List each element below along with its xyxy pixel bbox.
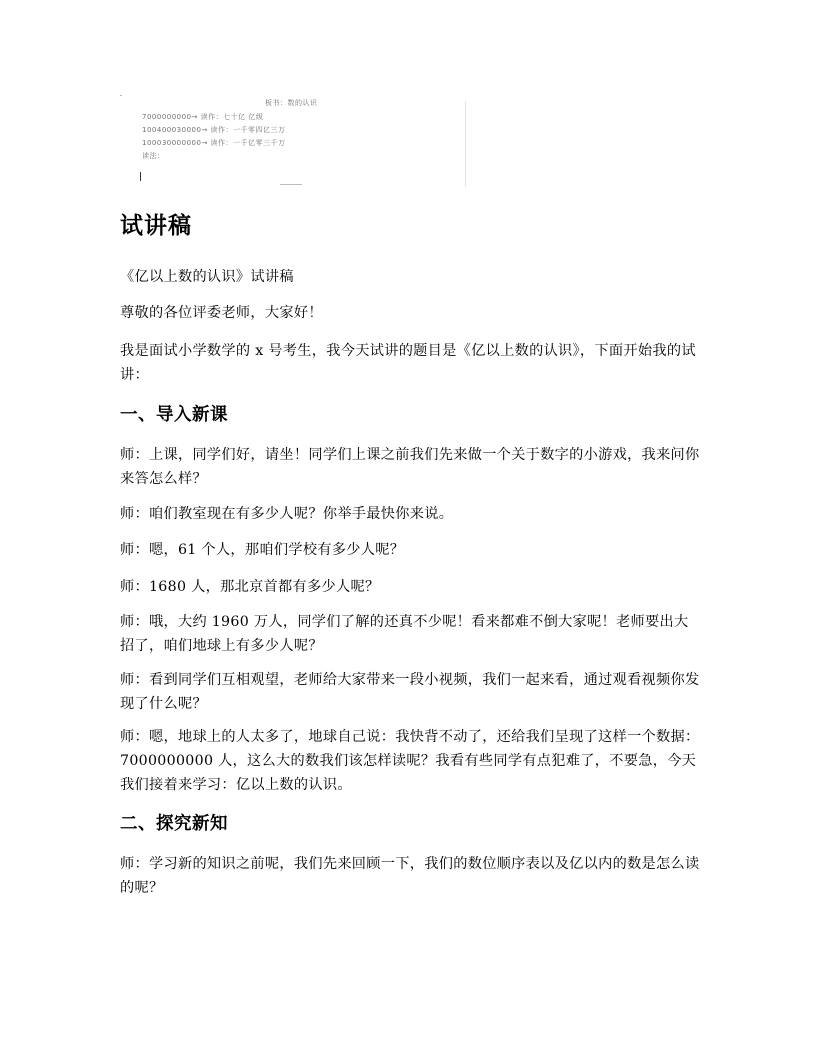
image-mark (120, 95, 122, 96)
text-cursor (140, 172, 141, 181)
paragraph: 师：咱们教室现在有多少人呢？你举手最快你来说。 (120, 506, 454, 522)
document-title: 试讲稿 (120, 213, 192, 239)
paragraph: 师：学习新的知识之前呢，我们先来回顾一下，我们的数位顺序表以及亿以内的数是怎么读的呢？ (120, 856, 700, 896)
board-line: 100400030000→ 读作：一千零四亿三万 (142, 126, 286, 134)
board-line: 读法： (142, 152, 165, 160)
section-heading-2: 二、探究新知 (120, 814, 228, 834)
paragraph: 师：哦，大约 1960 万人，同学们了解的还真不少呢！看来都难不倒大家呢！老师要出大招了，咱们地球上有多少人呢？ (120, 614, 689, 654)
blackboard-image (120, 95, 470, 190)
paragraph: 师：嗯，61 个人，那咱们学校有多少人呢？ (120, 542, 405, 558)
section-heading-1: 一、导入新课 (120, 405, 228, 425)
paragraph: 师：1680 人，那北京首都有多少人呢？ (120, 579, 380, 595)
subtitle: 《亿以上数的认识》试讲稿 (120, 269, 294, 285)
image-mark (280, 184, 302, 185)
paragraph: 师：嗯，地球上的人太多了，地球自己说：我快背不动了，还给我们呈现了这样一个数据：7000000000 人，这么大的数我们该怎样读呢？我看有些同学有点犯难了，不要急，今天我们接着来学习：亿以上数的认识。 (120, 729, 700, 793)
paragraph: 师：上课，同学们好，请坐！同学们上课之前我们先来做一个关于数字的小游戏，我来问你来答怎么样？ (120, 447, 700, 487)
image-mark (465, 101, 466, 187)
intro-paragraph: 我是面试小学数学的 x 号考生，我今天试讲的题目是《亿以上数的认识》，下面开始我的试讲： (120, 343, 696, 383)
paragraph: 师：看到同学们互相观望，老师给大家带来一段小视频，我们一起来看，通过观看视频你发现了什么呢？ (120, 672, 700, 712)
greeting: 尊敬的各位评委老师，大家好！ (120, 305, 323, 321)
board-heading: 板书：数的认识 (265, 99, 318, 107)
board-line: 100030000000→ 读作：一千亿零三千万 (142, 139, 286, 147)
board-line: 7000000000→ 读作：七十亿 亿级 (142, 113, 264, 121)
